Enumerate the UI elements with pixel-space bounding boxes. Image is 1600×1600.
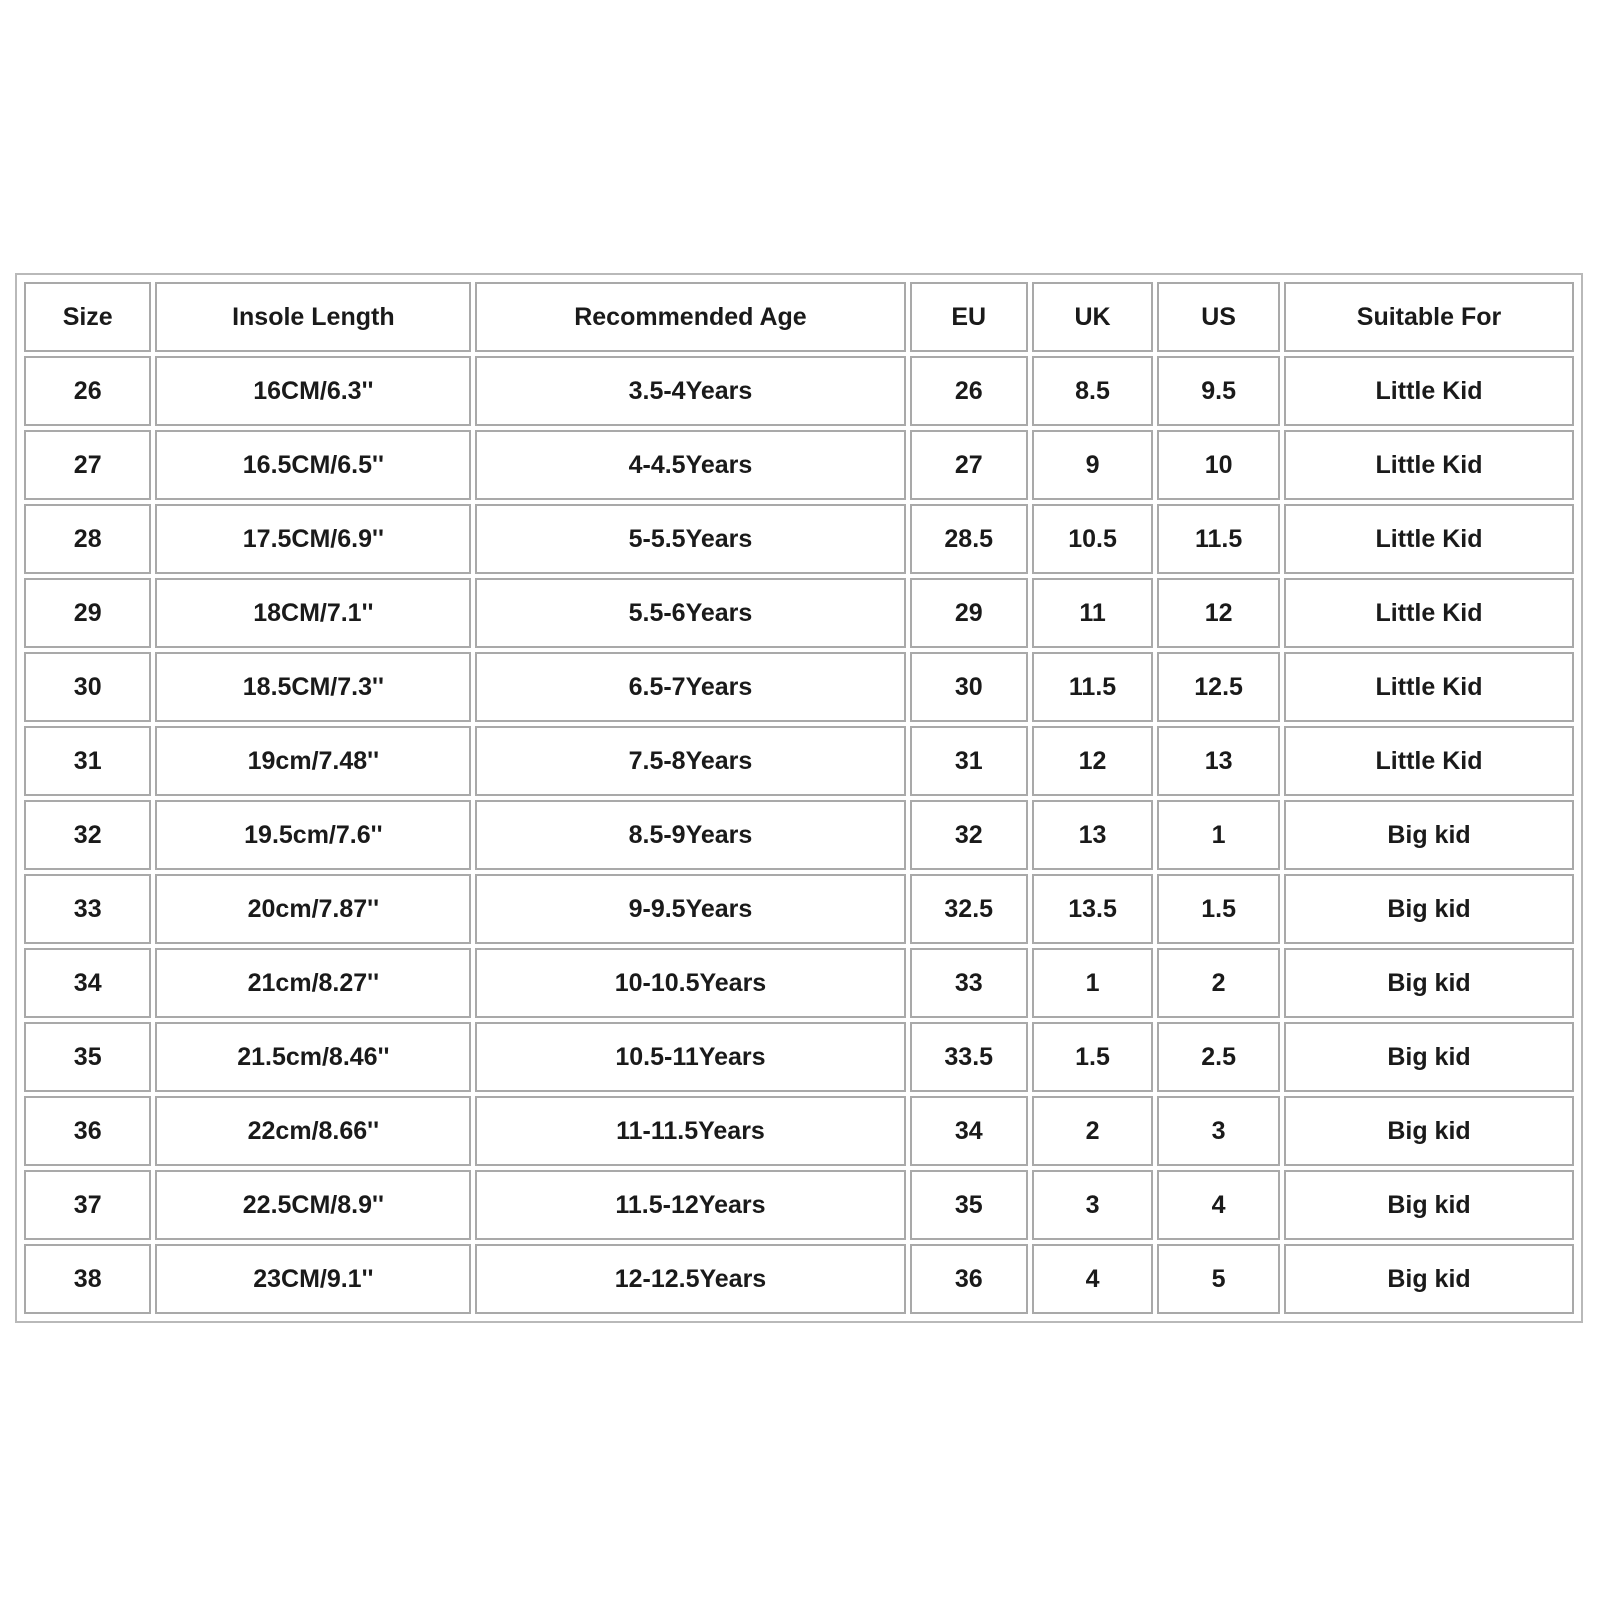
cell-uk: 11.5 bbox=[1032, 652, 1153, 722]
cell-recommended-age: 8.5-9Years bbox=[475, 800, 905, 870]
cell-insole-length: 16CM/6.3'' bbox=[155, 356, 471, 426]
cell-us: 13 bbox=[1157, 726, 1280, 796]
cell-uk: 11 bbox=[1032, 578, 1153, 648]
cell-suitable-for: Little Kid bbox=[1284, 726, 1574, 796]
header-recommended-age: Recommended Age bbox=[475, 282, 905, 352]
table-row bbox=[24, 726, 1574, 796]
cell-recommended-age: 12-12.5Years bbox=[475, 1244, 905, 1314]
header-eu: EU bbox=[910, 282, 1028, 352]
cell-suitable-for: Big kid bbox=[1284, 800, 1574, 870]
cell-eu: 35 bbox=[910, 1170, 1028, 1240]
cell-insole-length: 19cm/7.48'' bbox=[155, 726, 471, 796]
cell-suitable-for: Little Kid bbox=[1284, 504, 1574, 574]
table-row bbox=[24, 578, 1574, 648]
header-uk: UK bbox=[1032, 282, 1153, 352]
cell-recommended-age: 9-9.5Years bbox=[475, 874, 905, 944]
table-row bbox=[24, 1170, 1574, 1240]
cell-insole-length: 18CM/7.1'' bbox=[155, 578, 471, 648]
cell-suitable-for: Little Kid bbox=[1284, 430, 1574, 500]
cell-size: 27 bbox=[24, 430, 151, 500]
table-row bbox=[24, 874, 1574, 944]
cell-eu: 30 bbox=[910, 652, 1028, 722]
table-row bbox=[24, 1096, 1574, 1166]
header-suitable-for: Suitable For bbox=[1284, 282, 1574, 352]
cell-recommended-age: 11-11.5Years bbox=[475, 1096, 905, 1166]
cell-us: 10 bbox=[1157, 430, 1280, 500]
cell-eu: 32.5 bbox=[910, 874, 1028, 944]
cell-size: 38 bbox=[24, 1244, 151, 1314]
cell-uk: 12 bbox=[1032, 726, 1153, 796]
header-insole-length: Insole Length bbox=[155, 282, 471, 352]
cell-insole-length: 19.5cm/7.6'' bbox=[155, 800, 471, 870]
cell-us: 1.5 bbox=[1157, 874, 1280, 944]
cell-suitable-for: Little Kid bbox=[1284, 578, 1574, 648]
cell-eu: 33.5 bbox=[910, 1022, 1028, 1092]
cell-uk: 13 bbox=[1032, 800, 1153, 870]
cell-suitable-for: Big kid bbox=[1284, 1022, 1574, 1092]
cell-us: 1 bbox=[1157, 800, 1280, 870]
cell-suitable-for: Big kid bbox=[1284, 948, 1574, 1018]
cell-size: 33 bbox=[24, 874, 151, 944]
table-row bbox=[24, 504, 1574, 574]
cell-size: 35 bbox=[24, 1022, 151, 1092]
cell-eu: 32 bbox=[910, 800, 1028, 870]
cell-recommended-age: 4-4.5Years bbox=[475, 430, 905, 500]
cell-insole-length: 23CM/9.1'' bbox=[155, 1244, 471, 1314]
cell-recommended-age: 11.5-12Years bbox=[475, 1170, 905, 1240]
cell-us: 11.5 bbox=[1157, 504, 1280, 574]
cell-uk: 10.5 bbox=[1032, 504, 1153, 574]
cell-uk: 1 bbox=[1032, 948, 1153, 1018]
header-row bbox=[24, 282, 1574, 352]
cell-suitable-for: Little Kid bbox=[1284, 356, 1574, 426]
cell-size: 29 bbox=[24, 578, 151, 648]
cell-eu: 29 bbox=[910, 578, 1028, 648]
cell-suitable-for: Big kid bbox=[1284, 874, 1574, 944]
cell-size: 34 bbox=[24, 948, 151, 1018]
cell-insole-length: 17.5CM/6.9'' bbox=[155, 504, 471, 574]
cell-suitable-for: Big kid bbox=[1284, 1170, 1574, 1240]
cell-insole-length: 22cm/8.66'' bbox=[155, 1096, 471, 1166]
cell-recommended-age: 6.5-7Years bbox=[475, 652, 905, 722]
cell-size: 26 bbox=[24, 356, 151, 426]
cell-uk: 13.5 bbox=[1032, 874, 1153, 944]
cell-us: 12.5 bbox=[1157, 652, 1280, 722]
cell-uk: 2 bbox=[1032, 1096, 1153, 1166]
cell-recommended-age: 7.5-8Years bbox=[475, 726, 905, 796]
cell-recommended-age: 3.5-4Years bbox=[475, 356, 905, 426]
cell-us: 5 bbox=[1157, 1244, 1280, 1314]
cell-eu: 33 bbox=[910, 948, 1028, 1018]
cell-recommended-age: 5.5-6Years bbox=[475, 578, 905, 648]
cell-recommended-age: 5-5.5Years bbox=[475, 504, 905, 574]
size-chart-table bbox=[20, 278, 1578, 1318]
table-row bbox=[24, 1244, 1574, 1314]
cell-size: 36 bbox=[24, 1096, 151, 1166]
cell-insole-length: 22.5CM/8.9'' bbox=[155, 1170, 471, 1240]
cell-insole-length: 21cm/8.27'' bbox=[155, 948, 471, 1018]
cell-recommended-age: 10.5-11Years bbox=[475, 1022, 905, 1092]
cell-eu: 36 bbox=[910, 1244, 1028, 1314]
cell-us: 2 bbox=[1157, 948, 1280, 1018]
table-row bbox=[24, 948, 1574, 1018]
cell-insole-length: 20cm/7.87'' bbox=[155, 874, 471, 944]
cell-us: 9.5 bbox=[1157, 356, 1280, 426]
cell-insole-length: 18.5CM/7.3'' bbox=[155, 652, 471, 722]
table-row bbox=[24, 1022, 1574, 1092]
cell-uk: 9 bbox=[1032, 430, 1153, 500]
table-row bbox=[24, 800, 1574, 870]
cell-size: 37 bbox=[24, 1170, 151, 1240]
table-row bbox=[24, 652, 1574, 722]
cell-size: 31 bbox=[24, 726, 151, 796]
cell-size: 32 bbox=[24, 800, 151, 870]
header-us: US bbox=[1157, 282, 1280, 352]
table-row bbox=[24, 356, 1574, 426]
cell-us: 3 bbox=[1157, 1096, 1280, 1166]
header-size: Size bbox=[24, 282, 151, 352]
size-chart-frame bbox=[15, 273, 1583, 1323]
table-row bbox=[24, 430, 1574, 500]
cell-us: 4 bbox=[1157, 1170, 1280, 1240]
cell-eu: 28.5 bbox=[910, 504, 1028, 574]
cell-suitable-for: Little Kid bbox=[1284, 652, 1574, 722]
table-body bbox=[24, 356, 1574, 1314]
cell-eu: 27 bbox=[910, 430, 1028, 500]
cell-uk: 1.5 bbox=[1032, 1022, 1153, 1092]
cell-eu: 26 bbox=[910, 356, 1028, 426]
cell-suitable-for: Big kid bbox=[1284, 1244, 1574, 1314]
cell-us: 2.5 bbox=[1157, 1022, 1280, 1092]
cell-uk: 4 bbox=[1032, 1244, 1153, 1314]
cell-recommended-age: 10-10.5Years bbox=[475, 948, 905, 1018]
cell-insole-length: 16.5CM/6.5'' bbox=[155, 430, 471, 500]
cell-insole-length: 21.5cm/8.46'' bbox=[155, 1022, 471, 1092]
cell-eu: 34 bbox=[910, 1096, 1028, 1166]
cell-size: 30 bbox=[24, 652, 151, 722]
cell-suitable-for: Big kid bbox=[1284, 1096, 1574, 1166]
cell-uk: 3 bbox=[1032, 1170, 1153, 1240]
cell-uk: 8.5 bbox=[1032, 356, 1153, 426]
cell-size: 28 bbox=[24, 504, 151, 574]
cell-eu: 31 bbox=[910, 726, 1028, 796]
cell-us: 12 bbox=[1157, 578, 1280, 648]
